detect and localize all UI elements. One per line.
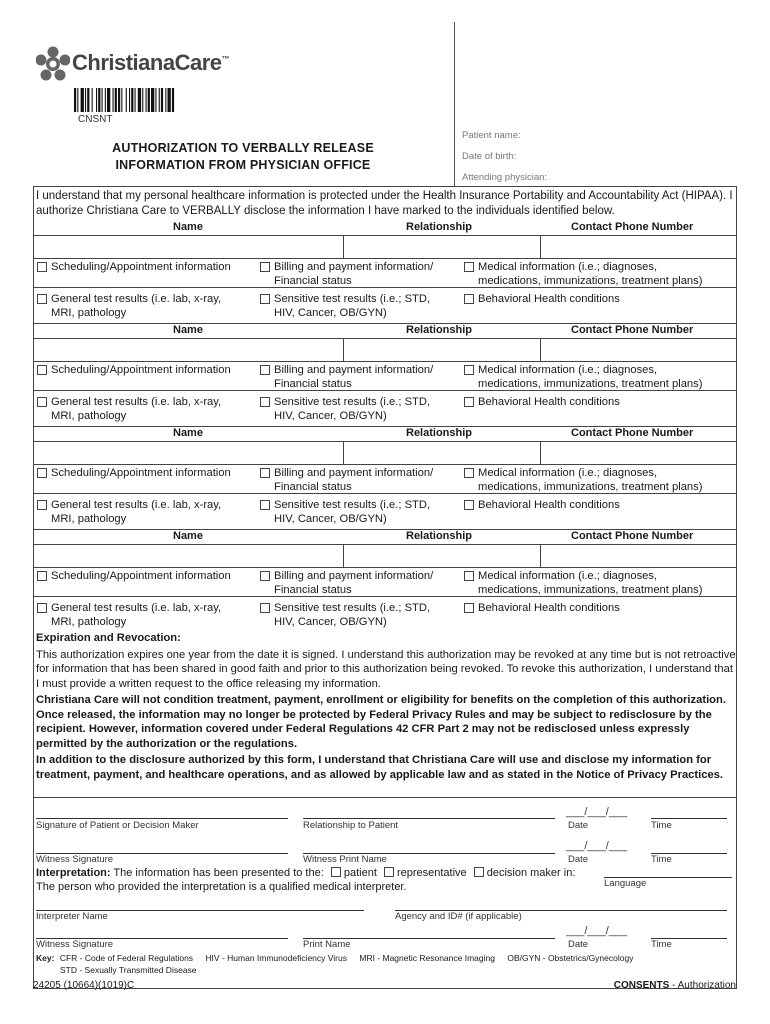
expiration-text: This authorization expires one year from the date it is signed. I understand this authorization may be revoked at any time but is not retroactive for information that has been shared in good faith and prior to this authorization being revoked. To revoke this authorization, I understand that I must provide a written request to the office releasing my information. bbox=[36, 648, 736, 690]
billing-checkbox-option[interactable]: Billing and payment information/ Financial status bbox=[260, 363, 433, 391]
behavioral-health-checkbox[interactable] bbox=[464, 397, 474, 407]
christianacare-logo bbox=[36, 46, 230, 86]
behavioral-health-checkbox[interactable] bbox=[464, 603, 474, 613]
recipient-row bbox=[33, 235, 737, 259]
name-column-header: Name bbox=[173, 324, 203, 336]
relationship-column-header: Relationship bbox=[406, 324, 473, 336]
sensitive-test-results-checkbox[interactable] bbox=[260, 500, 270, 510]
language-caption: Language bbox=[604, 878, 647, 889]
general-test-results-checkbox[interactable] bbox=[37, 603, 47, 613]
abbreviation-key: Key: CFR - Code of Federal Regulations HIV - Human Immunodeficiency Virus MRI - Magnetic Resonance Imaging OB/GYN - Obstetrics/Gynecology STD - Sexually Transmitted Disease bbox=[36, 953, 634, 975]
star-logo-icon bbox=[36, 46, 70, 82]
form-number: 24205 (10664)(1019)C bbox=[33, 980, 135, 991]
sensitive-test-results-checkbox[interactable] bbox=[260, 603, 270, 613]
sensitive-test-results-checkbox[interactable] bbox=[260, 397, 270, 407]
sensitive-test-results-checkbox-option[interactable]: Sensitive test results (i.e.; STD, HIV, Cancer, OB/GYN) bbox=[260, 395, 430, 423]
scheduling-checkbox[interactable] bbox=[37, 571, 47, 581]
medical-info-checkbox[interactable] bbox=[464, 468, 474, 478]
sensitive-test-results-checkbox-option[interactable]: Sensitive test results (i.e.; STD, HIV, Cancer, OB/GYN) bbox=[260, 292, 430, 320]
billing-checkbox[interactable] bbox=[260, 468, 270, 478]
billing-checkbox[interactable] bbox=[260, 262, 270, 272]
medical-info-checkbox[interactable] bbox=[464, 262, 474, 272]
time-caption: Time bbox=[651, 854, 672, 865]
billing-checkbox[interactable] bbox=[260, 571, 270, 581]
date-field[interactable]: ___/___/___ bbox=[566, 806, 628, 818]
scheduling-checkbox-option[interactable]: Scheduling/Appointment information bbox=[37, 569, 231, 583]
general-test-results-checkbox-option[interactable]: General test results (i.e. lab, x-ray, MRI, pathology bbox=[37, 601, 221, 629]
patient-checkbox[interactable] bbox=[331, 867, 341, 877]
relationship-column-header: Relationship bbox=[406, 530, 473, 542]
form-code: CNSNT bbox=[78, 114, 113, 125]
recipient-row bbox=[33, 338, 737, 362]
column-header-row bbox=[33, 530, 737, 544]
recipient-row bbox=[33, 544, 737, 568]
expiration-section bbox=[36, 631, 736, 784]
general-test-results-checkbox-option[interactable]: General test results (i.e. lab, x-ray, MRI, pathology bbox=[37, 292, 221, 320]
column-header-row bbox=[33, 427, 737, 441]
general-test-results-checkbox[interactable] bbox=[37, 500, 47, 510]
recipient-row bbox=[33, 441, 737, 465]
interpretation-section: Interpretation: The information has been presented to the: patient representative decision maker in: The person who provided the interpretation is a qualified medical interpreter. bbox=[36, 866, 736, 894]
scheduling-checkbox-option[interactable]: Scheduling/Appointment information bbox=[37, 260, 231, 274]
disclosure-text: In addition to the disclosure authorized by this form, I understand that Christiana Care will use and disclose my information for treatment, payment, and healthcare operations, and as allowed by applicable law and as stated in the Notice of Privacy Practices. bbox=[36, 754, 724, 781]
representative-checkbox[interactable] bbox=[384, 867, 394, 877]
section-divider bbox=[33, 797, 737, 798]
scheduling-checkbox-option[interactable]: Scheduling/Appointment information bbox=[37, 466, 231, 480]
option-divider bbox=[33, 596, 737, 597]
date-caption: Date bbox=[568, 820, 589, 831]
phone-column-header: Contact Phone Number bbox=[571, 221, 694, 233]
relationship-column-header: Relationship bbox=[406, 221, 473, 233]
relationship-column-header: Relationship bbox=[406, 427, 473, 439]
medical-info-checkbox-option[interactable]: Medical information (i.e.; diagnoses, medications, immunizations, treatment plans) bbox=[464, 363, 702, 391]
general-test-results-checkbox-option[interactable]: General test results (i.e. lab, x-ray, MRI, pathology bbox=[37, 395, 221, 423]
relationship-caption: Relationship to Patient bbox=[303, 820, 399, 831]
medical-info-checkbox[interactable] bbox=[464, 571, 474, 581]
date-field[interactable]: ___/___/___ bbox=[566, 840, 628, 852]
behavioral-health-checkbox[interactable] bbox=[464, 500, 474, 510]
option-divider bbox=[33, 493, 737, 494]
name-column-header: Name bbox=[173, 427, 203, 439]
name-column-header: Name bbox=[173, 221, 203, 233]
scheduling-checkbox[interactable] bbox=[37, 262, 47, 272]
witness-print-caption: Witness Print Name bbox=[303, 854, 387, 865]
patient-signature-line[interactable] bbox=[36, 818, 288, 819]
print-name-caption: Print Name bbox=[303, 939, 351, 950]
behavioral-health-checkbox[interactable] bbox=[464, 294, 474, 304]
non-condition-text: Christiana Care will not condition treatment, payment, enrollment or eligibility for benefits on the completion of this authorization. Once released, the information may no longer be protected by Federal Privacy Rules and may be subject to redisclosure by the recipient. However, information covered under Federal Regulations 42 CFR Part 2 may not be redisclosed unless expressly permitted by the authorization or the regulations. bbox=[36, 694, 726, 750]
phone-column-header: Contact Phone Number bbox=[571, 324, 694, 336]
interpreter-qualification: The person who provided the interpretation is a qualified medical interpreter. bbox=[36, 881, 407, 893]
patient-name-label: Patient name: bbox=[462, 130, 521, 141]
general-test-results-checkbox[interactable] bbox=[37, 294, 47, 304]
patient-signature-caption: Signature of Patient or Decision Maker bbox=[36, 820, 199, 831]
medical-info-checkbox-option[interactable]: Medical information (i.e.; diagnoses, medications, immunizations, treatment plans) bbox=[464, 466, 702, 494]
witness-signature-caption: Witness Signature bbox=[36, 854, 114, 865]
billing-checkbox-option[interactable]: Billing and payment information/ Financial status bbox=[260, 260, 433, 288]
column-header-row bbox=[33, 324, 737, 338]
form-title: AUTHORIZATION TO VERBALLY RELEASE INFORMATION FROM PHYSICIAN OFFICE bbox=[112, 141, 374, 172]
time-caption: Time bbox=[651, 939, 672, 950]
medical-info-checkbox-option[interactable]: Medical information (i.e.; diagnoses, medications, immunizations, treatment plans) bbox=[464, 260, 702, 288]
billing-checkbox-option[interactable]: Billing and payment information/ Financial status bbox=[260, 466, 433, 494]
sensitive-test-results-checkbox-option[interactable]: Sensitive test results (i.e.; STD, HIV, Cancer, OB/GYN) bbox=[260, 601, 430, 629]
relationship-line[interactable] bbox=[303, 818, 555, 819]
agency-caption: Agency and ID# (if applicable) bbox=[395, 911, 522, 922]
phone-column-header: Contact Phone Number bbox=[571, 530, 694, 542]
scheduling-checkbox[interactable] bbox=[37, 365, 47, 375]
interpretation-label: Interpretation: bbox=[36, 867, 111, 879]
time-line[interactable] bbox=[651, 818, 727, 819]
column-header-row bbox=[33, 221, 737, 235]
intro-text: I understand that my personal healthcare information is protected under the Health Insurance Portability and Accountability Act (HIPAA). I authorize Christiana Care to VERBALLY disclose the information I have marked to the individuals identified below. bbox=[36, 190, 733, 217]
sensitive-test-results-checkbox[interactable] bbox=[260, 294, 270, 304]
witness-signature-caption: Witness Signature bbox=[36, 939, 114, 950]
scheduling-checkbox[interactable] bbox=[37, 468, 47, 478]
behavioral-health-checkbox-option[interactable]: Behavioral Health conditions bbox=[464, 498, 620, 512]
date-caption: Date bbox=[568, 854, 589, 865]
date-field[interactable]: ___/___/___ bbox=[566, 925, 628, 937]
medical-info-checkbox-option[interactable]: Medical information (i.e.; diagnoses, medications, immunizations, treatment plans) bbox=[464, 569, 702, 597]
date-caption: Date bbox=[568, 939, 589, 950]
name-column-header: Name bbox=[173, 530, 203, 542]
general-test-results-checkbox-option[interactable]: General test results (i.e. lab, x-ray, MRI, pathology bbox=[37, 498, 221, 526]
time-caption: Time bbox=[651, 820, 672, 831]
option-divider bbox=[33, 287, 737, 288]
option-divider bbox=[33, 390, 737, 391]
interpreter-name-caption: Interpreter Name bbox=[36, 911, 108, 922]
scheduling-checkbox-option[interactable]: Scheduling/Appointment information bbox=[37, 363, 231, 377]
behavioral-health-checkbox-option[interactable]: Behavioral Health conditions bbox=[464, 395, 620, 409]
attending-physician-label: Attending physician: bbox=[462, 172, 548, 183]
expiration-heading: Expiration and Revocation: bbox=[36, 632, 181, 644]
sensitive-test-results-checkbox-option[interactable]: Sensitive test results (i.e.; STD, HIV, Cancer, OB/GYN) bbox=[260, 498, 430, 526]
medical-info-checkbox[interactable] bbox=[464, 365, 474, 375]
logo-wordmark: ChristianaCare™ bbox=[72, 50, 230, 75]
decision-maker-checkbox[interactable] bbox=[474, 867, 484, 877]
form-category: CONSENTS - Authorization bbox=[613, 980, 736, 991]
phone-column-header: Contact Phone Number bbox=[571, 427, 694, 439]
barcode-icon bbox=[74, 88, 216, 112]
billing-checkbox[interactable] bbox=[260, 365, 270, 375]
behavioral-health-checkbox-option[interactable]: Behavioral Health conditions bbox=[464, 292, 620, 306]
dob-label: Date of birth: bbox=[462, 151, 517, 162]
billing-checkbox-option[interactable]: Billing and payment information/ Financial status bbox=[260, 569, 433, 597]
general-test-results-checkbox[interactable] bbox=[37, 397, 47, 407]
behavioral-health-checkbox-option[interactable]: Behavioral Health conditions bbox=[464, 601, 620, 615]
header-divider bbox=[454, 22, 455, 187]
